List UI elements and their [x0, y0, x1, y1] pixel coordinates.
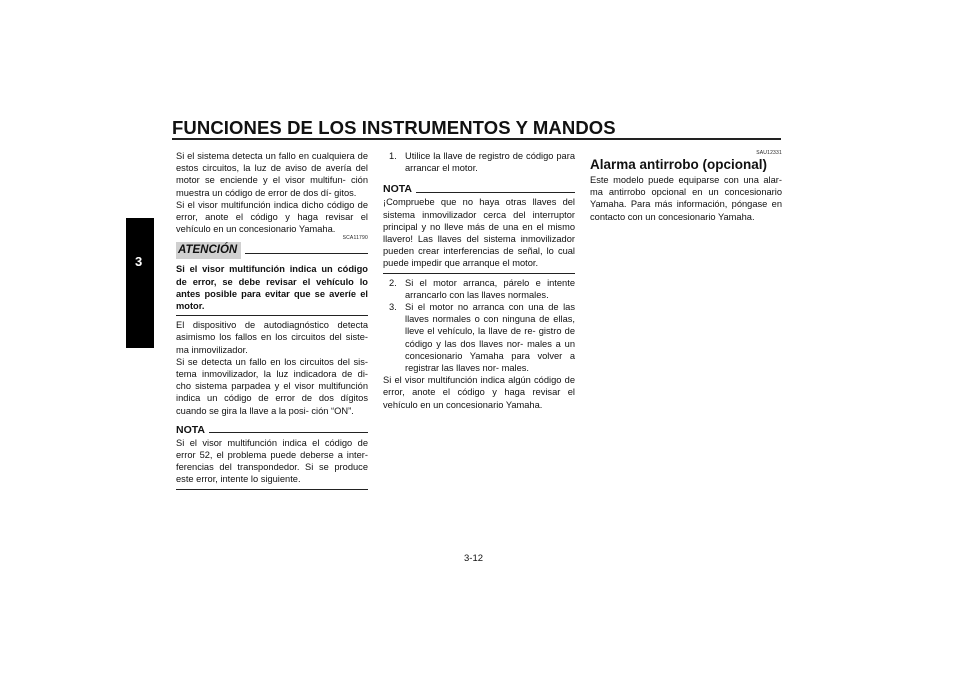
- list-item: [383, 150, 575, 174]
- list-item: [383, 277, 575, 301]
- paragraph: Si el visor multifunción indica algún código de error, anote el código y haga revisar el vehículo en un concesionario Yamaha.: [383, 375, 575, 410]
- note-text: ¡Compruebe que no haya otras llaves del sistema inmovilizador cerca del interruptor principal y no lleve más de una en el mismo llavero! Las llaves del sistema inmovilizador pueden crear interferencias de señal, lo cual puede impedir que arranque el motor.: [383, 197, 575, 269]
- section-code: SAU12331: [756, 150, 782, 156]
- chapter-tab: [126, 218, 154, 348]
- caution-text: Si el visor multifunción indica un código de error, se debe revisar el vehículo lo antes posible para evitar que se averíe el motor.: [176, 264, 368, 312]
- column-right: [590, 150, 782, 223]
- caution-code: SCA11790: [342, 235, 368, 242]
- note-end-rule: [176, 489, 368, 490]
- steps-list: [383, 150, 575, 174]
- note-label: NOTA: [383, 183, 412, 196]
- step-number: 1.: [389, 151, 397, 161]
- page-title: FUNCIONES DE LOS INSTRUMENTOS Y MANDOS: [172, 117, 616, 138]
- note-header: [176, 423, 368, 437]
- step-text: Si el motor arranca, párelo e intente arrancarlo con las llaves normales.: [405, 277, 575, 300]
- caution-rule: [245, 253, 368, 254]
- paragraph: El dispositivo de autodiagnóstico detecta asimismo los fallos en los circuitos del siste- ma inmovilizador.: [176, 320, 368, 355]
- header-rule: [172, 138, 781, 140]
- step-number: 2.: [389, 277, 397, 288]
- paragraph: Este modelo puede equiparse con una alar- ma antirrobo opcional en un concesionario Yamaha. Para más información, póngase en contacto con un concesionario Yamaha.: [590, 175, 782, 222]
- paragraph: Si se detecta un fallo en los circuitos del sis- tema inmovilizador, la luz indicadora de di- cho sistema parpadea y el visor multifunción indica un código de error de dos dígitos cuando se gira la llave a la posi- ción “ON”.: [176, 356, 368, 416]
- page-number: 3-12: [464, 553, 484, 564]
- column-middle: [383, 150, 575, 411]
- caution-label: ATENCIÓN: [176, 242, 241, 259]
- steps-list: [383, 277, 575, 375]
- caution-end-rule: [176, 315, 368, 316]
- caution-header: [176, 242, 368, 259]
- note-rule: [209, 432, 368, 433]
- note-label: NOTA: [176, 423, 205, 436]
- list-item: [383, 301, 575, 374]
- step-text: Utilice la llave de registro de código para arrancar el motor.: [405, 151, 575, 174]
- note-end-rule: [383, 273, 575, 274]
- note-header: [383, 182, 575, 196]
- column-left: [176, 150, 368, 493]
- step-number: 3.: [389, 302, 397, 313]
- chapter-tab-number: 3: [135, 254, 143, 269]
- note-rule: [416, 192, 575, 193]
- section-title: Alarma antirrobo (opcional): [590, 157, 768, 172]
- paragraph: Si el visor multifunción indica dicho código de error, anote el código y haga revisar el vehículo en un concesionario Yamaha.: [176, 199, 368, 235]
- step-text: Si el motor no arranca con una de las llaves normales o con ninguna de ellas, lleve el vehículo, la llave de re- gistro de código y las dos llaves nor- males a un concesionario Yamaha para volver a registrar las llaves nor- males.: [405, 302, 575, 374]
- note-text: Si el visor multifunción indica el código de error 52, el problema puede deberse a inter- ferencias del transpondedor. Si se produce este error, intente lo siguiente.: [176, 437, 368, 485]
- paragraph: Si el sistema detecta un fallo en cualquiera de estos circuitos, la luz de aviso de avería del motor se enciende y el visor multifun- ción muestra un código de error de dos dí- gitos.: [176, 151, 368, 198]
